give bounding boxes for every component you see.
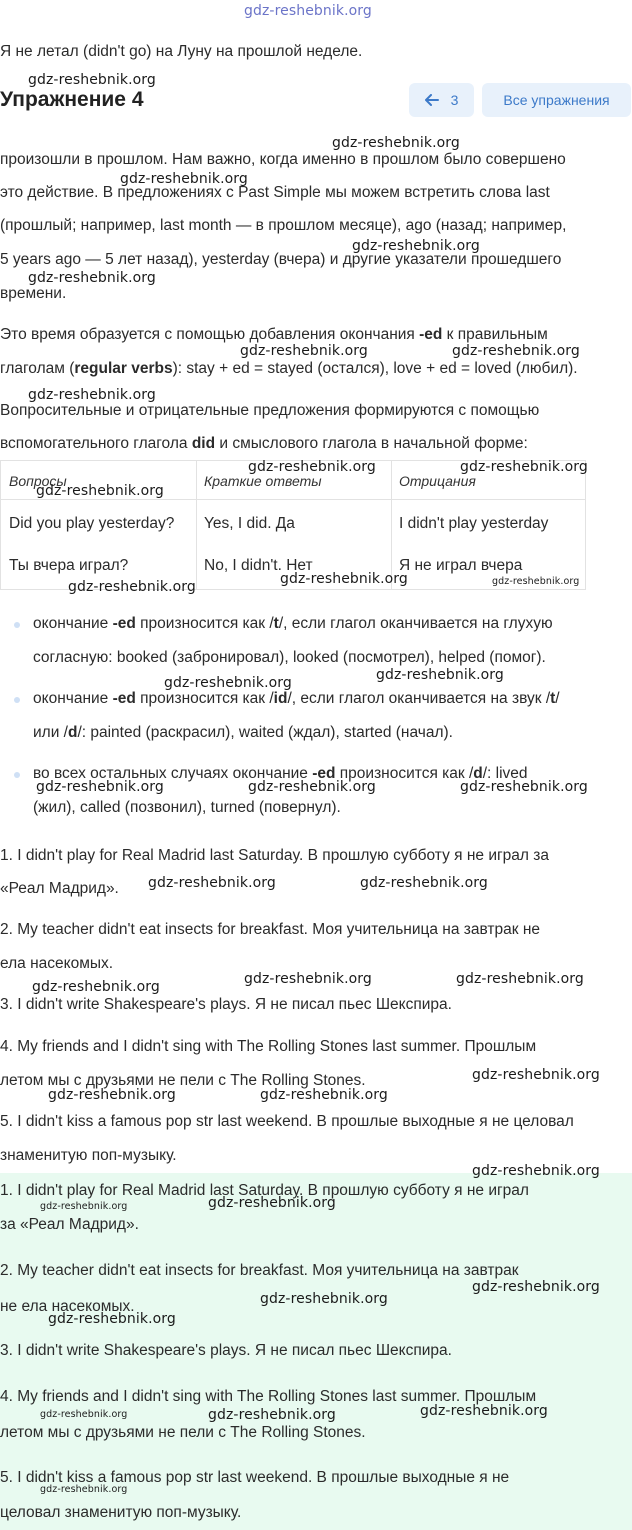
watermark: gdz-reshebnik.org <box>48 1311 176 1327</box>
watermark: gdz-reshebnik.org <box>40 1201 128 1212</box>
watermark: gdz-reshebnik.org <box>40 1409 128 1420</box>
site-watermark: gdz-reshebnik.org <box>244 3 372 19</box>
watermark: gdz-reshebnik.org <box>248 459 376 475</box>
answer-line: 2. My teacher didn't eat insects for breakfast. Моя учительница на завтрак <box>0 1262 519 1279</box>
theory-line: 5 years ago — 5 лет назад), yesterday (вчера) и другие указатели прошедшего <box>0 251 562 268</box>
answer-line: летом мы с друзьями не пели с The Rolling Stones. <box>0 1424 366 1441</box>
answer-line: 3. I didn't write Shakespeare's plays. Я не писал пьес Шекспира. <box>0 1342 452 1359</box>
watermark: gdz-reshebnik.org <box>36 779 164 795</box>
bullet-line: (жил), called (позвонил), turned (повернул). <box>33 799 341 816</box>
watermark: gdz-reshebnik.org <box>32 979 160 995</box>
prev-exercise-number: 3 <box>450 92 459 108</box>
formation-line-1: Это время образуется с помощью добавления окончания -ed к правильным <box>0 326 548 343</box>
answer-line: за «Реал Мадрид». <box>0 1216 139 1233</box>
task-line: 4. My friends and I didn't sing with The Rolling Stones last summer. Прошлым <box>0 1038 537 1055</box>
exercise-title: Упражнение 4 <box>0 88 144 111</box>
task-line: знаменитую поп-музыку. <box>0 1147 177 1164</box>
watermark: gdz-reshebnik.org <box>244 971 372 987</box>
all-exercises-button[interactable]: Все упражнения <box>482 83 631 117</box>
task-line: 2. My teacher didn't eat insects for breakfast. Моя учительница на завтрак не <box>0 921 541 938</box>
arrow-left-icon <box>425 94 439 106</box>
questions-line-2: вспомогательного глагола did и смыслового глагола в начальной форме: <box>0 435 528 452</box>
watermark: gdz-reshebnik.org <box>68 579 196 595</box>
task-line: 1. I didn't play for Real Madrid last Saturday. В прошлую субботу я не играл за <box>0 847 549 864</box>
prev-exercise-button[interactable] <box>409 83 474 117</box>
table-cell: Ты вчера играл? <box>9 557 129 574</box>
watermark: gdz-reshebnik.org <box>40 1484 128 1495</box>
watermark: gdz-reshebnik.org <box>452 343 580 359</box>
bullet-dot <box>14 622 20 628</box>
watermark: gdz-reshebnik.org <box>280 571 408 587</box>
watermark: gdz-reshebnik.org <box>472 1067 600 1083</box>
watermark: gdz-reshebnik.org <box>376 667 504 683</box>
watermark: gdz-reshebnik.org <box>120 171 248 187</box>
bullet-line: во всех остальных случаях окончание -ed произносится как /d/: lived <box>33 765 528 782</box>
formation-line-2: глаголам (regular verbs): stay + ed = stayed (остался), love + ed = loved (любил). <box>0 360 578 377</box>
watermark: gdz-reshebnik.org <box>248 779 376 795</box>
watermark: gdz-reshebnik.org <box>472 1279 600 1295</box>
theory-line: (прошлый; например, last month — в прошлом месяце), ago (назад; например, <box>0 217 567 234</box>
watermark: gdz-reshebnik.org <box>492 576 580 587</box>
theory-line: это действие. В предложениях с Past Simple мы можем встретить слова last <box>0 184 550 201</box>
table-cell: I didn't play yesterday <box>399 515 549 532</box>
questions-line-1: Вопросительные и отрицательные предложения формируются с помощью <box>0 402 540 419</box>
task-line: «Реал Мадрид». <box>0 880 119 897</box>
answer-line: не ела насекомых. <box>0 1298 135 1315</box>
answer-line: 4. My friends and I didn't sing with The Rolling Stones last summer. Прошлым <box>0 1388 537 1405</box>
watermark: gdz-reshebnik.org <box>28 72 156 88</box>
watermark: gdz-reshebnik.org <box>36 483 164 499</box>
table-header: Вопросы <box>9 473 67 489</box>
task-line: ела насекомых. <box>0 955 114 972</box>
table-cell: Я не играл вчера <box>399 557 523 574</box>
bullet-dot <box>14 697 20 703</box>
bullet-line: окончание -ed произносится как /t/, если глагол оканчивается на глухую <box>33 615 553 632</box>
watermark: gdz-reshebnik.org <box>208 1407 336 1423</box>
table-header: Краткие ответы <box>204 473 322 489</box>
answer-line: 1. I didn't play for Real Madrid last Saturday. В прошлую субботу я не играл <box>0 1182 529 1199</box>
bullet-line: или /d/: painted (раскрасил), waited (ждал), started (начал). <box>33 724 453 741</box>
table-header: Отрицания <box>399 473 476 489</box>
watermark: gdz-reshebnik.org <box>460 459 588 475</box>
watermark: gdz-reshebnik.org <box>148 875 276 891</box>
watermark: gdz-reshebnik.org <box>240 343 368 359</box>
table-cell: Yes, I did. Да <box>204 515 295 532</box>
task-line: 3. I didn't write Shakespeare's plays. Я не писал пьес Шекспира. <box>0 996 452 1013</box>
watermark: gdz-reshebnik.org <box>332 135 460 151</box>
answer-line: целовал знаменитую поп-музыку. <box>0 1504 242 1521</box>
answer-line: 5. I didn't kiss a famous pop str last weekend. В прошлые выходные я не <box>0 1469 510 1486</box>
intro-line: Я не летал (didn't go) на Луну на прошлой неделе. <box>0 43 363 60</box>
watermark: gdz-reshebnik.org <box>360 875 488 891</box>
watermark: gdz-reshebnik.org <box>352 238 480 254</box>
theory-line: времени. <box>0 285 67 302</box>
watermark: gdz-reshebnik.org <box>164 675 292 691</box>
watermark: gdz-reshebnik.org <box>208 1195 336 1211</box>
bullet-line: окончание -ed произносится как /id/, если глагол оканчивается на звук /t/ <box>33 690 560 707</box>
watermark: gdz-reshebnik.org <box>420 1403 548 1419</box>
watermark: gdz-reshebnik.org <box>260 1291 388 1307</box>
bullet-dot <box>14 772 20 778</box>
bullet-line: согласную: booked (забронировал), looked (посмотрел), helped (помог). <box>33 649 546 666</box>
watermark: gdz-reshebnik.org <box>28 270 156 286</box>
watermark: gdz-reshebnik.org <box>28 387 156 403</box>
task-line: 5. I didn't kiss a famous pop str last weekend. В прошлые выходные я не целовал <box>0 1113 574 1130</box>
table-cell: Did you play yesterday? <box>9 515 175 532</box>
watermark: gdz-reshebnik.org <box>260 1087 388 1103</box>
watermark: gdz-reshebnik.org <box>460 779 588 795</box>
watermark: gdz-reshebnik.org <box>48 1087 176 1103</box>
watermark: gdz-reshebnik.org <box>456 971 584 987</box>
table-cell: No, I didn't. Нет <box>204 557 313 574</box>
theory-line: произошли в прошлом. Нам важно, когда именно в прошлом было совершено <box>0 151 566 168</box>
task-line: летом мы с друзьями не пели с The Rolling Stones. <box>0 1072 366 1089</box>
watermark: gdz-reshebnik.org <box>472 1163 600 1179</box>
